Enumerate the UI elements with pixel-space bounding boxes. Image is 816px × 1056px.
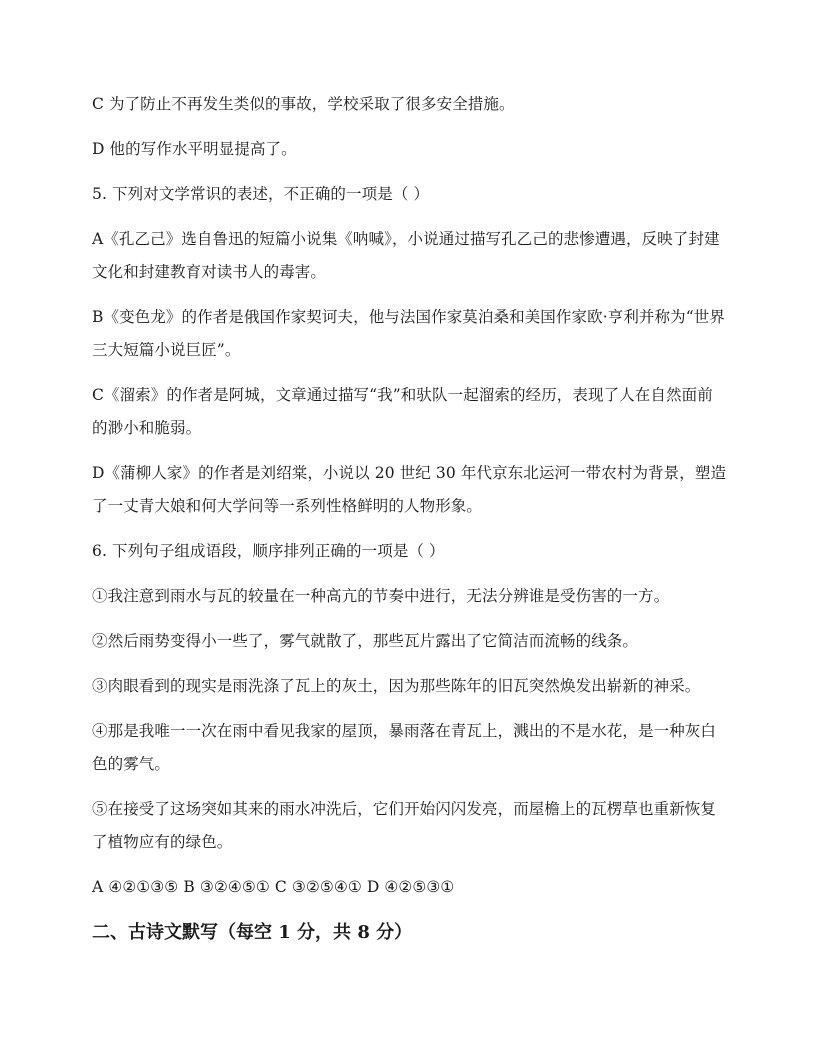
question-5-option-d: D《蒲柳人家》的作者是刘绍棠，小说以 20 世纪 30 年代京东北运河一带农村为背景，塑造了一丈青大娘和何大学问等一系列性格鲜明的人物形象。 [92, 464, 727, 515]
option-d-previous: D 他的写作水平明显提高了。 [92, 140, 297, 158]
question-5-option-b: B《变色龙》的作者是俄国作家契诃夫，他与法国作家莫泊桑和美国作家欧·亨利并称为“世界三大短篇小说巨匠”。 [92, 308, 725, 359]
sentence-1: ①我注意到雨水与瓦的较量在一种高亢的节奏中进行，无法分辨谁是受伤害的一方。 [92, 587, 670, 605]
sentence-5: ⑤在接受了这场突如其来的雨水冲洗后，它们开始闪闪发亮，而屋檐上的瓦楞草也重新恢复了植物应有的绿色。 [92, 800, 717, 851]
section-title: 二、古诗文默写 [92, 922, 218, 943]
section-heading [92, 916, 728, 949]
sentence-3: ③肉眼看到的现实是雨洗涤了瓦上的灰土，因为那些陈年的旧瓦突然焕发出崭新的神采。 [92, 677, 701, 695]
question-6-stem: 6. 下列句子组成语段，顺序排列正确的一项是（ ） [92, 542, 445, 560]
sentence-2: ②然后雨势变得小一些了，雾气就散了，那些瓦片露出了它简洁而流畅的线条。 [92, 632, 639, 650]
option-c-previous: C 为了防止不再发生类似的事故，学校采取了很多安全措施。 [92, 95, 515, 113]
question-5-option-a: A《孔乙己》选自鲁迅的短篇小说集《呐喊》，小说通过描写孔乙己的悲惨遭遇，反映了封建文化和封建教育对读书人的毒害。 [92, 230, 720, 281]
question-6-options: A ④②①③⑤ B ③②④⑤① C ③②⑤④① D ④②⑤③① [92, 878, 455, 896]
sentence-4: ④那是我唯一一次在雨中看见我家的屋顶，暴雨落在青瓦上，溅出的不是水花，是一种灰白色的雾气。 [92, 722, 717, 773]
question-5-option-c: C《溜索》的作者是阿城，文章通过描写“我”和驮队一起溜索的经历，表现了人在自然面前的渺小和脆弱。 [92, 386, 713, 437]
section-score-note: （每空 1 分，共 8 分） [218, 922, 413, 943]
question-5-stem: 5. 下列对文学常识的表述，不正确的一项是（ ） [92, 185, 430, 203]
document-page [92, 88, 728, 949]
